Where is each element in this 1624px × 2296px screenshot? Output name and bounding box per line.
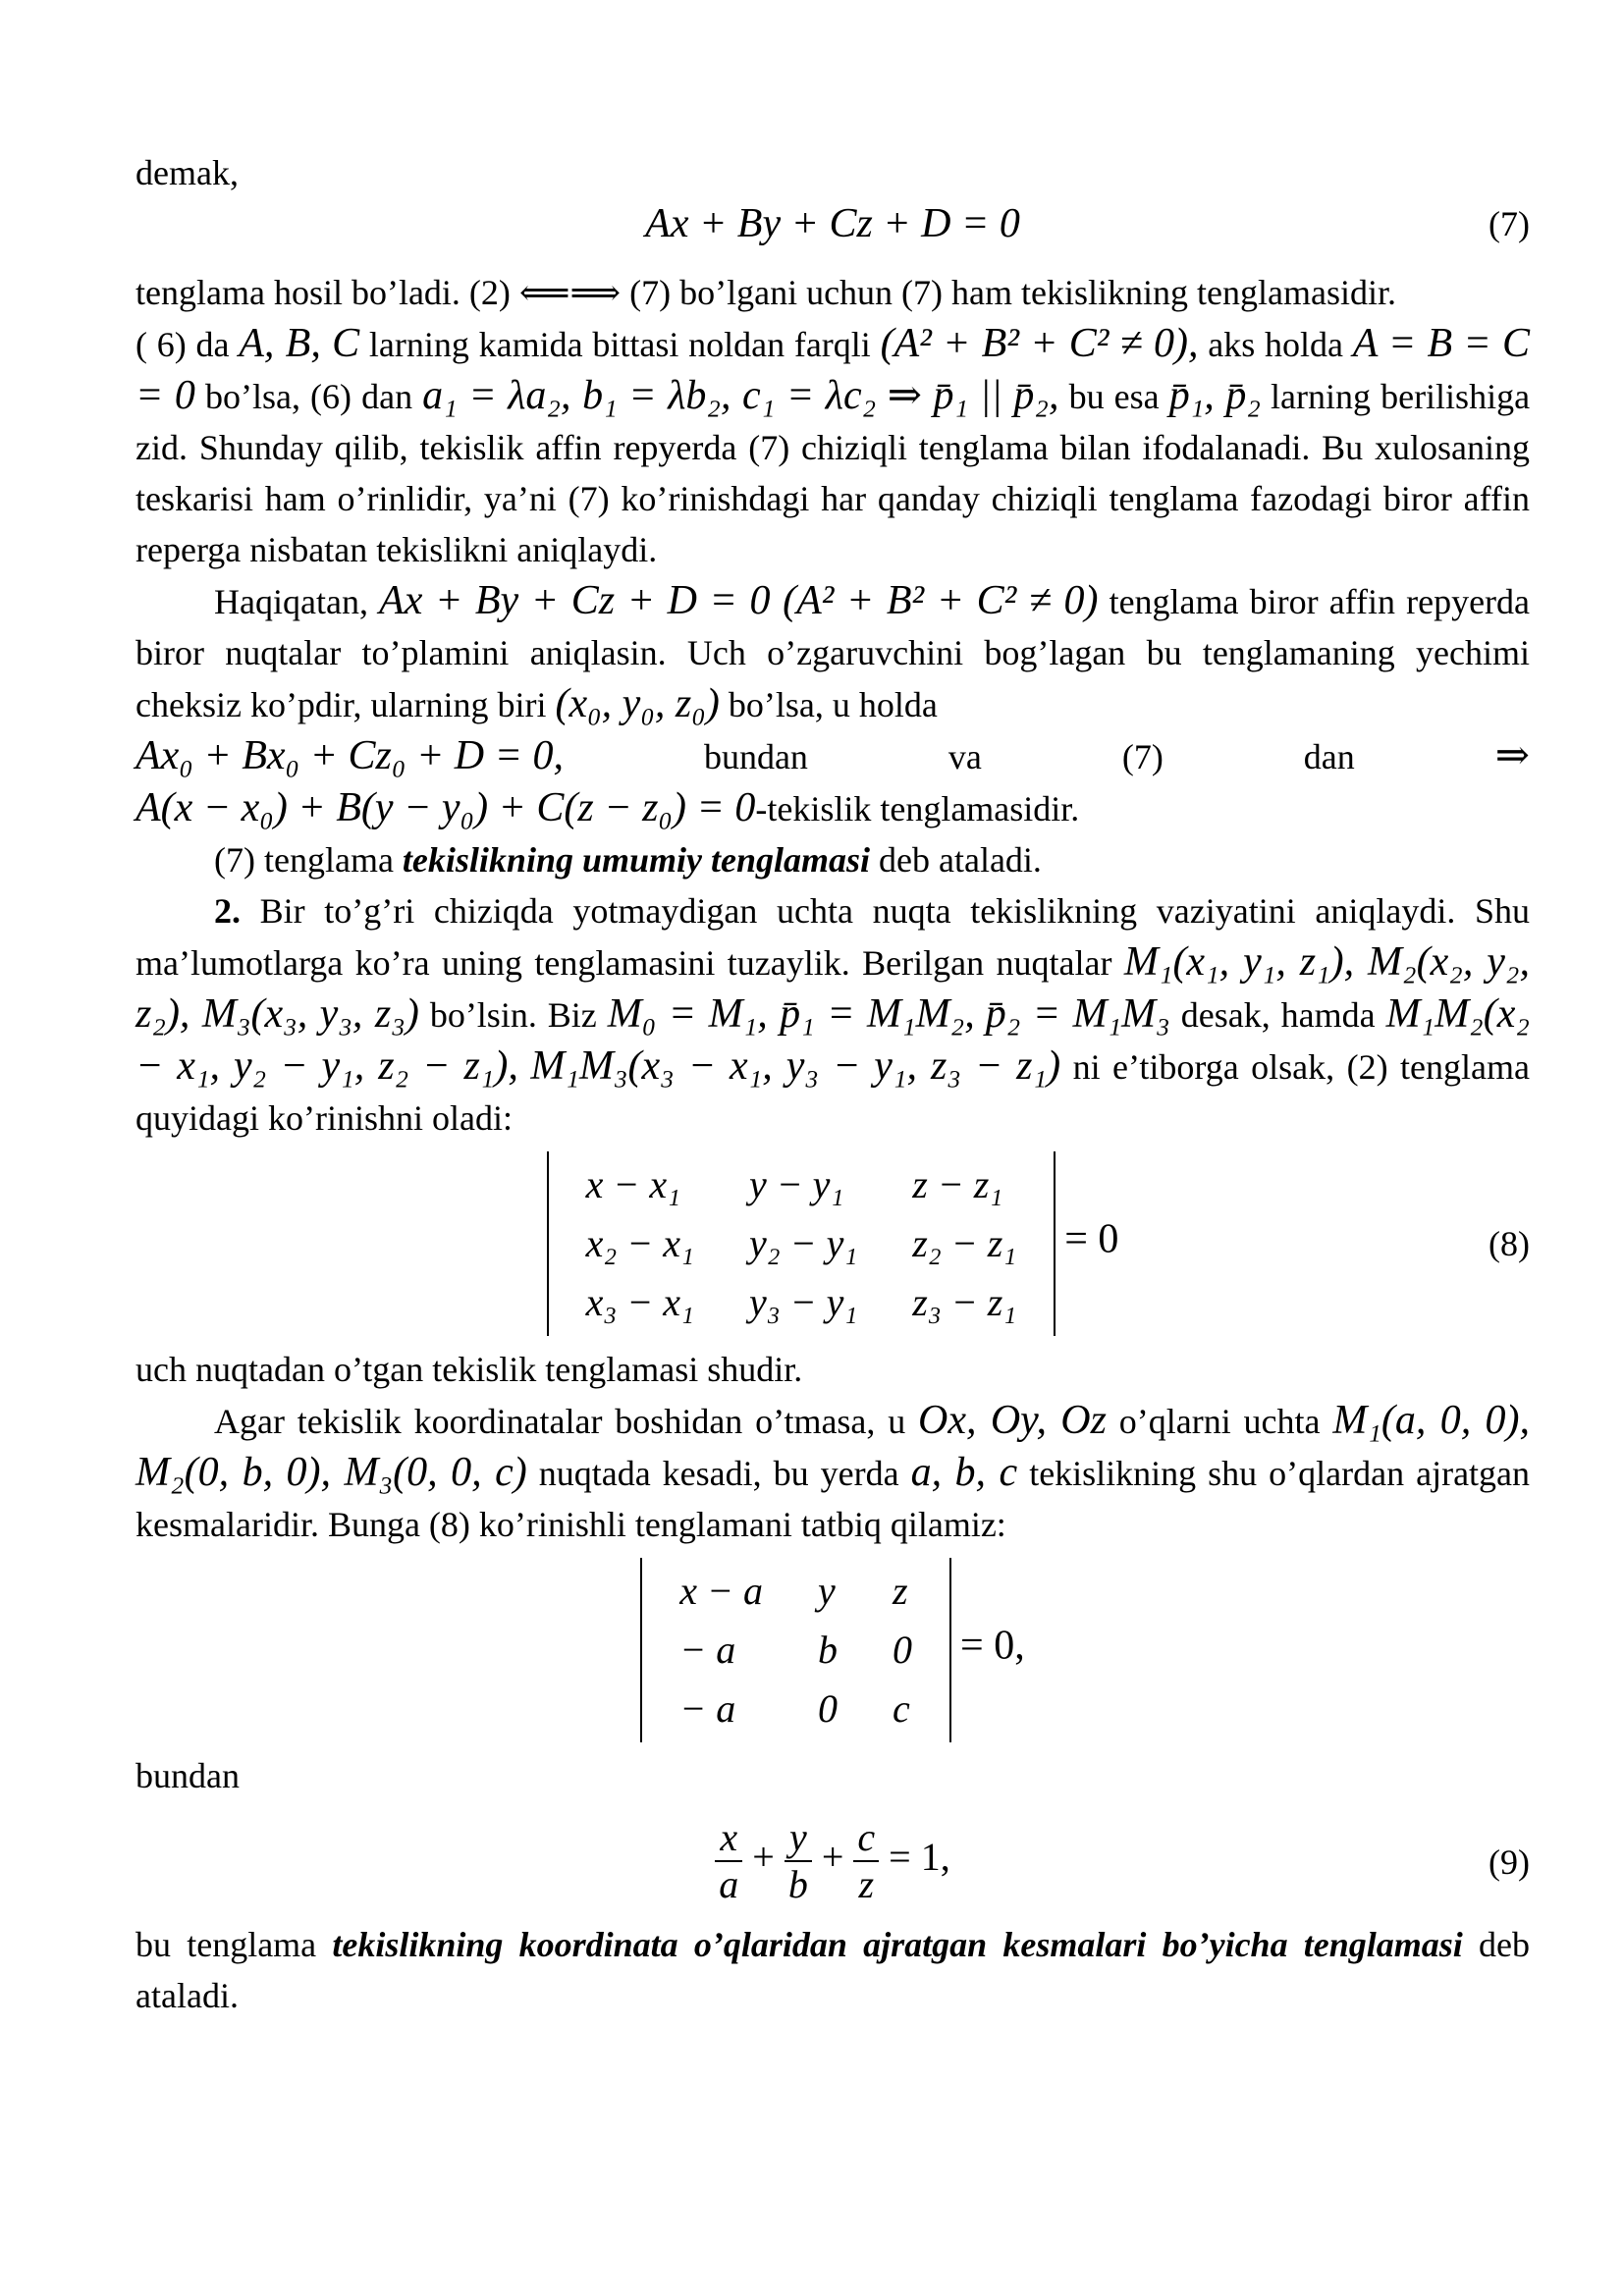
text: nuqtada kesadi, bu yerda — [538, 1454, 899, 1493]
text: (7) tenglama — [214, 840, 394, 880]
term-kesmalari: tekislikning koordinata o’qlaridan ajratgan kesmalari bo’yicha tenglamasi — [332, 1925, 1463, 1964]
text: Haqiqatan, — [214, 582, 368, 621]
det-cell: z — [893, 1569, 908, 1613]
text: ni e’tiborga olsak, (2) tenglama quyidagi ko’rinishni oladi: — [135, 1047, 1531, 1138]
term-umumiy: tekislikning umumiy tenglamasi — [402, 840, 871, 880]
formula-point-normal: A(x − x₀) + B(y − y₀) + C(z − z₀) = 0 — [135, 785, 756, 830]
det-cell: x − x₁ — [585, 1162, 681, 1206]
equation-7-number: (7) — [1489, 204, 1530, 243]
denominator: a — [719, 1862, 739, 1906]
equation-7-formula — [135, 198, 1530, 249]
numerator: y — [785, 1815, 812, 1862]
formula-nonzero: (A² + B² + C² ≠ 0), — [880, 321, 1199, 366]
det-cell: − a — [679, 1686, 736, 1731]
numerator: c — [853, 1815, 879, 1862]
fraction-y-b — [785, 1815, 812, 1907]
text: demak, — [135, 153, 239, 192]
equation-8 — [135, 1151, 1530, 1336]
text: Bir to’g’ri chiziqda yotmaydigan uchta nuqta tekislikning vaziyatini aniqlaydi. Shu ma’lumotlarga ko’ra uning tenglamasini tuzaylik. Berilgan nuqtalar — [135, 891, 1530, 983]
paragraph-tekislik-tenglamasi — [135, 782, 1530, 834]
text: tenglama hosil bo’ladi. (2) ⟸⟹ (7) bo’lgani uchun (7) ham tekislikning tenglamasidir. — [135, 273, 1396, 312]
det-cell: z − z₁ — [912, 1162, 1003, 1206]
paragraph-kamida — [135, 318, 1530, 575]
text: Agar tekislik koordinatalar boshidan o’tmasa, u — [214, 1402, 906, 1441]
text: bo’lsa, u holda — [728, 685, 938, 724]
det-cell: z₂ − z₁ — [912, 1221, 1017, 1265]
det-cell: c — [893, 1686, 910, 1731]
determinant-intercepts — [640, 1558, 951, 1742]
det-cell: y₃ − y₁ — [748, 1280, 858, 1324]
equation-9-number: (9) — [1489, 1842, 1530, 1882]
text: deb ataladi. — [879, 840, 1042, 880]
fraction-c-z — [853, 1815, 879, 1907]
det-cell: x − a — [679, 1569, 764, 1613]
formula-abc-lower: a, b, c — [910, 1450, 1018, 1495]
page-content — [135, 147, 1530, 2021]
text: bu esa — [1068, 377, 1160, 416]
formula-m1m2: M₁M₂(x₂ − x₁, y₂ − y₁, z₂ − z₁), — [135, 991, 1531, 1089]
denominator: z — [858, 1862, 875, 1906]
equation-det-intercepts — [135, 1558, 1530, 1742]
paragraph-demak — [135, 147, 1530, 198]
formula-point0: (x₀, y₀, z₀) — [555, 681, 720, 726]
det-cell: 0 — [818, 1686, 839, 1731]
text: desak, — [1180, 995, 1271, 1035]
det-cell: y − y₁ — [748, 1162, 844, 1206]
text: bu tenglama — [135, 1925, 317, 1964]
formula-zero: A = B = C = 0 — [135, 321, 1531, 418]
formula-text: Ax + By + Cz + D = 0 — [645, 201, 1020, 246]
formula-parallel: a₁ = λa₂, b₁ = λb₂, c₁ = λc₂ ⇒ p̄₁ || p̄₂, — [422, 373, 1059, 418]
det-equals: = 0 — [1064, 1216, 1119, 1262]
formula-m0: M₀ = M₁, p̄₁ = M₁M₂, — [607, 991, 975, 1037]
det-cell: x₃ − x₁ — [585, 1280, 694, 1324]
formula-p2: p̄₂ = M₁M₃ — [985, 991, 1170, 1037]
plus-sign: + — [752, 1835, 775, 1880]
formula-general: Ax + By + Cz + D = 0 (A² + B² + C² ≠ 0) — [379, 578, 1099, 623]
line-bundan — [135, 730, 1530, 782]
det-cell: y₂ − y₁ — [748, 1221, 858, 1265]
text: hamda — [1280, 995, 1376, 1035]
equals-one: = 1, — [889, 1835, 950, 1880]
det-cell: x₂ − x₁ — [585, 1221, 694, 1265]
text: larning berilishiga zid. Shunday qilib, tekislik affin repyerda (7) chiziqli tenglama bilan ifodalanadi. Bu xulosaning teskarisi ham o’rinlidir, ya’ni (7) ko’rinishdagi har qanday chiziqli tenglama fazodagi biror affin reperga nisbatan tekislikni aniqlaydi. — [135, 377, 1531, 569]
text: tenglama biror affin repyerda biror nuqtalar to’plamini aniqlasin. Uch o’zgaruvchini bog’lagan bu tenglamaning yechimi cheksiz ko’pdir, ularning biri — [135, 582, 1531, 724]
det-cell: b — [818, 1628, 839, 1672]
text: aks holda — [1208, 325, 1343, 364]
paragraph-uch-nuqtadan — [135, 1344, 1530, 1395]
text: (7) — [1121, 737, 1164, 776]
formula-abc: A, B, C — [239, 321, 360, 366]
numerator: x — [715, 1815, 742, 1862]
formula-m1m3: M₁M₃(x₃ − x₁, y₃ − y₁, z₃ − z₁) — [530, 1043, 1061, 1089]
det-cell: − a — [679, 1628, 736, 1672]
text: bundan — [135, 1756, 240, 1795]
formula-points: M₁(x₁, y₁, z₁), M₂(x₂, y₂, z₂), M₃(x₃, y₃, z₃) — [135, 939, 1531, 1037]
paragraph-umumiy — [135, 834, 1530, 885]
formula-intercept-points: M₁(a, 0, 0), M₂(0, b, 0), M₃(0, 0, c) — [135, 1398, 1531, 1495]
text: deb ataladi. — [135, 1925, 1531, 2015]
formula-substitution: Ax₀ + Bx₀ + Cz₀ + D = 0, — [135, 733, 564, 778]
text: bo’lsin. Biz — [429, 995, 597, 1035]
paragraph-haqiqatan — [135, 575, 1530, 730]
formula-axes: Ox, Oy, Oz — [918, 1398, 1107, 1443]
text: bundan — [703, 737, 808, 776]
text: ( 6) da — [135, 325, 230, 364]
text: dan — [1303, 737, 1355, 776]
equation-8-number: (8) — [1489, 1224, 1530, 1263]
denominator: b — [787, 1862, 808, 1906]
text: va — [947, 737, 982, 776]
paragraph-agar — [135, 1395, 1530, 1550]
det-cell: z₃ − z₁ — [912, 1280, 1017, 1324]
text: tekislikning shu o’qlardan ajratgan kesmalaridir. Bunga (8) ko’rinishli tenglamani tatbiq qilamiz: — [135, 1454, 1531, 1544]
paragraph-bundan — [135, 1750, 1530, 1801]
equation-9 — [135, 1801, 1530, 1919]
implies-symbol: ⇒ — [1494, 733, 1530, 778]
section-number: 2. — [214, 891, 241, 931]
fraction-x-a — [715, 1815, 742, 1907]
det-equals: = 0, — [960, 1623, 1025, 1669]
equation-7 — [135, 198, 1530, 267]
text: bo’lsa, (6) dan — [205, 377, 413, 416]
equation-9-formula — [715, 1801, 949, 1907]
determinant-8 — [547, 1151, 1056, 1336]
formula-p1-p2: p̄₁, p̄₂ — [1168, 373, 1261, 418]
plus-sign: + — [821, 1835, 844, 1880]
paragraph-uch-nuqta — [135, 885, 1530, 1144]
text: uch nuqtadan o’tgan tekislik tenglamasi shudir. — [135, 1350, 803, 1389]
text: o’qlarni uchta — [1118, 1402, 1321, 1441]
det-cell: 0 — [893, 1628, 913, 1672]
paragraph-kesmalari — [135, 1919, 1530, 2021]
det-cell: y — [818, 1569, 836, 1613]
text: larning kamida bittasi noldan farqli — [368, 325, 871, 364]
paragraph-hosil — [135, 267, 1530, 318]
text: -tekislik tenglamasidir. — [755, 789, 1080, 828]
